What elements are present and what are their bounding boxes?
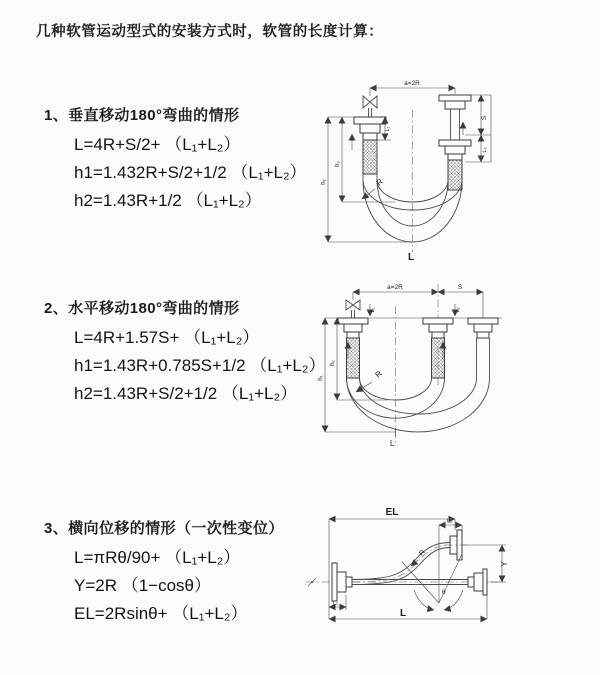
- dimension-s: [465, 95, 491, 162]
- dimension-el: [329, 507, 455, 619]
- section-2-formula-h1: h1=1.43R+0.785S+1/2 （L₁+L₂）: [74, 356, 326, 375]
- dim-label-h2: h₂: [330, 360, 336, 366]
- section-3-heading: 3、横向位移的情形（一次性变位）: [44, 520, 284, 537]
- dimension-a2r: [370, 80, 455, 96]
- braided-hose-section: [347, 338, 360, 378]
- angle-label: θ: [442, 589, 446, 596]
- section-2-formula-l: L=4R+1.57S+ （L₁+L₂）: [74, 328, 260, 347]
- dim-label-l2: L₂: [447, 518, 453, 525]
- radius-leader: [411, 549, 427, 566]
- dimension-l2: [455, 304, 461, 316]
- braided-hose-section: [432, 338, 445, 378]
- right-pipe-assembly: [468, 318, 498, 378]
- hose-s-curve: [352, 543, 450, 585]
- dim-label-l1: L₁: [333, 600, 338, 607]
- radius-label: R: [374, 176, 385, 188]
- page-title: 几种软管运动型式的安装方式时，软管的长度计算：: [36, 24, 384, 40]
- diagram-lateral-displacement: [296, 498, 600, 646]
- dim-label-h1: h₁: [321, 179, 327, 185]
- dim-label-l1: L₁: [385, 126, 391, 132]
- dim-label-s: S: [457, 284, 463, 291]
- dim-label-a2r: a=2R: [387, 284, 403, 291]
- length-label: L: [390, 439, 395, 448]
- dimension-l: [329, 595, 487, 619]
- left-flange-assembly: [332, 563, 352, 601]
- right-pipe-assembly: [439, 95, 471, 190]
- section-3: [44, 519, 322, 623]
- dim-label-el: EL: [385, 507, 399, 518]
- length-label: L: [408, 252, 415, 263]
- section-1-formula-h2: h2=1.43R+1/2 （L₁+L₂）: [74, 191, 262, 210]
- radius-leader: [362, 177, 385, 199]
- section-1-formula-l: L=4R+S/2+ （L₁+L₂）: [74, 135, 241, 154]
- section-1-formula-h1: h1=1.432R+S/2+1/2 （L₁+L₂）: [74, 163, 307, 182]
- dimension-l1: [370, 304, 376, 316]
- diagram-horizontal-180-bend: [306, 278, 598, 464]
- hose-u-bend: [347, 378, 490, 432]
- section-1-heading: 1、垂直移动180°弯曲的情形: [44, 107, 240, 124]
- radius-label: R: [373, 368, 384, 380]
- section-2-formula-h2: h2=1.43R+S/2+1/2 （L₁+L₂）: [74, 384, 298, 403]
- section-2-heading: 2、水平移动180°弯曲的情形: [44, 300, 240, 317]
- diagram-vertical-180-bend: [315, 72, 595, 264]
- right-flange-assembly: [468, 569, 487, 595]
- radius-leader: [356, 369, 384, 392]
- dim-label-s: S: [481, 115, 488, 121]
- dim-label-y: Y: [500, 561, 509, 567]
- dim-label-h2: h₂: [335, 161, 341, 167]
- dim-label-l2: L₂: [482, 147, 488, 153]
- section-3-formula-l: L=πRθ/90+ （L₁+L₂）: [74, 548, 241, 567]
- dim-label-a2r: a=2R: [404, 80, 420, 87]
- left-pipe-assembly: [354, 117, 386, 174]
- radius-label: R: [418, 548, 427, 558]
- section-2: [44, 299, 326, 403]
- length-label: L: [400, 608, 407, 619]
- section-3-formula-el: EL=2Rsinθ+ （L₁+L₂）: [74, 604, 248, 623]
- left-pipe-assembly: [338, 318, 368, 378]
- dim-label-l2: L₂: [455, 307, 461, 313]
- dim-label-h1: h₁: [318, 375, 324, 381]
- braided-hose-section: [363, 140, 377, 174]
- section-3-formula-y: Y=2R （1−cosθ）: [74, 576, 212, 595]
- section-1: [44, 106, 322, 210]
- valve-icon: [346, 300, 360, 318]
- valve-icon: [363, 96, 377, 117]
- braided-hose-section: [448, 160, 462, 190]
- middle-pipe-assembly: [423, 318, 453, 378]
- dim-label-l1: L₁: [370, 307, 376, 313]
